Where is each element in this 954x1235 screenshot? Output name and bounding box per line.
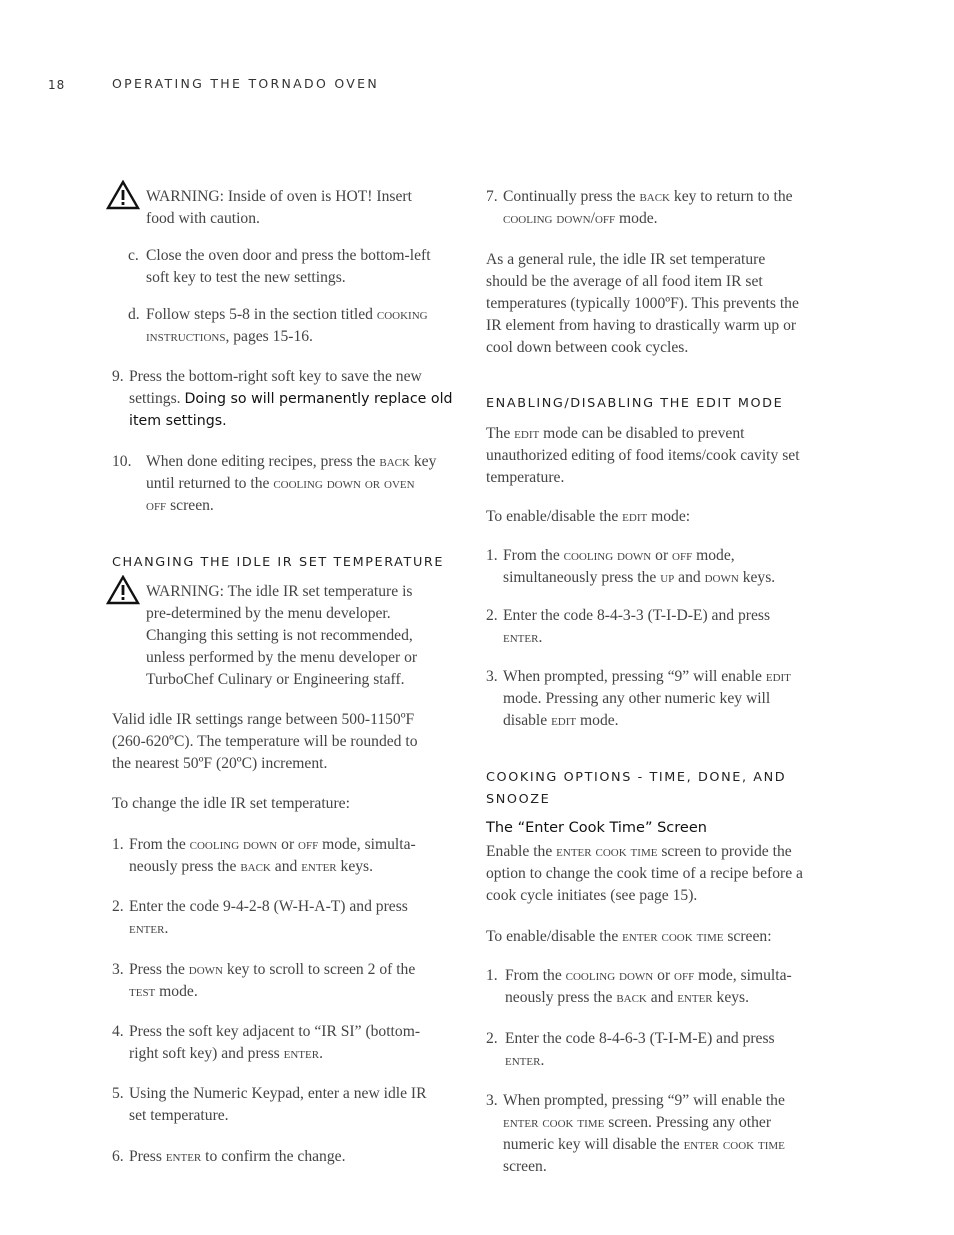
- idle-step-4-text: Press the soft key adjacent to “IR SI” (bottom- right soft key) and press enter.: [129, 1023, 421, 1062]
- idle-step-1-text: From the cooling down or off mode, simulta- neously press the back and enter keys.: [129, 836, 416, 875]
- warning-idle-ir: WARNING: The idle IR set temperature is pre-determined by the menu developer. Changing this setting is not recommended, unless performed by the menu developer or TurboChef Culinary or Engineering staff.: [146, 583, 418, 688]
- idle-step-6-marker: 6.: [112, 1148, 124, 1165]
- idle-step-4-marker: 4.: [112, 1023, 124, 1040]
- edit-step-2-text: Enter the code 8-4-3-3 (T-I-D-E) and press enter.: [503, 607, 771, 646]
- idle-step-3-marker: 3.: [112, 961, 124, 978]
- edit-step-3-marker: 3.: [486, 668, 498, 685]
- running-head: OPERATING THE TORNADO OVEN: [112, 76, 379, 91]
- general-rule-paragraph: As a general rule, the idle IR set temperature should be the average of all food item IR set temperatures (typically 1000ºF). This prevents the IR element from having to drastically warm up or cool down between cook cycles.: [486, 251, 799, 356]
- step-c-marker: c.: [128, 247, 139, 264]
- time-step-2-marker: 2.: [486, 1030, 498, 1047]
- step-c-text: Close the oven door and press the bottom-left soft key to test the new settings.: [146, 247, 431, 286]
- time-step-1-text: From the cooling down or off mode, simulta- neously press the back and enter keys.: [505, 967, 792, 1006]
- step-7-marker: 7.: [486, 188, 498, 205]
- edit-mode-paragraph: The edit mode can be disabled to prevent unauthorized editing of food items/cook cavity set temperature.: [486, 425, 800, 486]
- idle-step-1-marker: 1.: [112, 836, 124, 853]
- time-step-3-marker: 3.: [486, 1092, 498, 1109]
- step-9-marker: 9.: [112, 368, 124, 385]
- step-10-text: When done editing recipes, press the back key until returned to the cooling down or oven off screen.: [146, 453, 437, 514]
- edit-step-1-marker: 1.: [486, 547, 498, 564]
- warning-icon: [106, 180, 140, 210]
- edit-step-2-marker: 2.: [486, 607, 498, 624]
- edit-step-3-text: When prompted, pressing “9” will enable edit mode. Pressing any other numeric key will disable edit mode.: [503, 668, 791, 729]
- time-step-1-marker: 1.: [486, 967, 498, 984]
- warning-oven-hot: WARNING: Inside of oven is HOT! Insert food with caution.: [146, 188, 412, 227]
- heading-changing-idle-ir: CHANGING THE IDLE IR SET TEMPERATURE: [112, 555, 445, 570]
- heading-edit-mode: ENABLING/DISABLING THE EDIT MODE: [486, 396, 784, 411]
- idle-step-3-text: Press the down key to scroll to screen 2 of the test mode.: [129, 961, 416, 1000]
- subhead-enter-cook-time: The “Enter Cook Time” Screen: [486, 820, 707, 836]
- valid-settings-paragraph: Valid idle IR settings range between 500-1150ºF (260-620ºC). The temperature will be rounded to the nearest 50ºF (20ºC) increment.: [112, 711, 418, 772]
- idle-step-5-text: Using the Numeric Keypad, enter a new idle IR set temperature.: [129, 1085, 427, 1124]
- warning-icon: [106, 575, 140, 605]
- heading-cooking-options: COOKING OPTIONS - TIME, DONE, AND SNOOZE: [486, 770, 787, 807]
- to-change-paragraph: To change the idle IR set temperature:: [112, 795, 350, 812]
- time-step-2-text: Enter the code 8-4-6-3 (T-I-M-E) and press enter.: [505, 1030, 775, 1069]
- idle-step-6-text: Press enter to confirm the change.: [129, 1148, 346, 1165]
- step-d-marker: d.: [128, 306, 140, 323]
- page-number: 18: [48, 78, 66, 92]
- to-enable-ect-paragraph: To enable/disable the enter cook time screen:: [486, 928, 772, 945]
- edit-step-1-text: From the cooling down or off mode, simultaneously press the up and down keys.: [503, 547, 776, 586]
- idle-step-5-marker: 5.: [112, 1085, 124, 1102]
- idle-step-2-marker: 2.: [112, 898, 124, 915]
- step-7-text: Continually press the back key to return to the cooling down/off mode.: [503, 188, 793, 227]
- to-enable-edit-paragraph: To enable/disable the edit mode:: [486, 508, 691, 525]
- enter-cook-time-paragraph: Enable the enter cook time screen to provide the option to change the cook time of a recipe before a cook cycle initiates (see page 15).: [486, 843, 803, 904]
- step-d-text: Follow steps 5-8 in the section titled cooking instructions, pages 15-16.: [146, 306, 428, 345]
- idle-step-2-text: Enter the code 9-4-2-8 (W-H-A-T) and press enter.: [129, 898, 408, 937]
- step-9-text: Press the bottom-right soft key to save the new settings. Doing so will permanently replace old item settings.: [129, 368, 453, 429]
- step-10-marker: 10.: [112, 453, 132, 470]
- time-step-3-text: When prompted, pressing “9” will enable the enter cook time screen. Pressing any other numeric key will disable the enter cook time screen.: [503, 1092, 785, 1175]
